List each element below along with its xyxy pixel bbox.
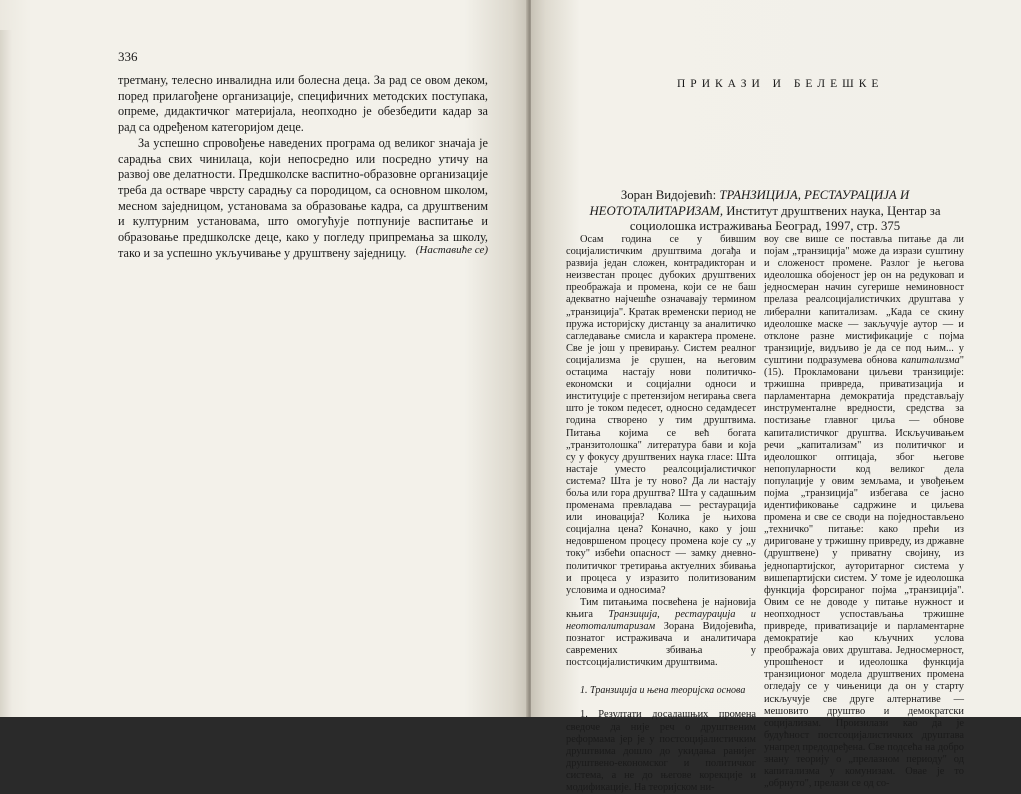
subheading: 1. Транзиција и њена теоријска основа <box>580 685 746 697</box>
paragraph <box>764 234 964 790</box>
page-number: 336 <box>118 49 138 64</box>
paragraph: третману, телесно инвалидна или болесна деца. За рад се овом деком, поред прилагођене организације, специфичних методских поступака, опреме, дидактичког материјала, неопходно је обезбедити кадар за рад са одређеном категоријом деце. <box>118 73 488 135</box>
left-page-text <box>118 73 488 261</box>
to-be-continued-note: (Наставиће се) <box>415 244 488 256</box>
text-run: Тим питањима посвећена је најновија књига <box>566 596 756 620</box>
text-run: воу све више се поставља питање да ли појам „транзиција" може да изрази суштину и сложеност промене. Разлог је његова идеолошка обојеност јер он на редуковап и једносмеран начин сугерише неминовност прелаза реалсоцијалистичких друштава у либерални капитализам. „Када се скину идеолошке маске — закључује аутор — и отклоне разне мистификације с појма транзиције, видљиво је да се под њим... у суштини подразумева обнова <box>764 234 964 366</box>
review-book-title: ТРАНЗИЦИЈА, РЕСТАУРАЦИЈА И НЕОТОТАЛИТАРИЗАМ, <box>589 188 910 218</box>
paragraph <box>566 597 756 670</box>
emphasis: капитализма <box>901 354 960 366</box>
review-title <box>565 188 965 235</box>
review-column-2 <box>764 234 964 790</box>
text-run: Зорана Видојевића, познатог истраживача и аналитичара савремених збивања у постсоцијалистичким друштвима. <box>566 621 756 669</box>
left-page <box>0 0 528 717</box>
section-header: ПРИКАЗИ И БЕЛЕШКЕ <box>677 78 884 90</box>
review-column-1 <box>566 234 756 794</box>
left-page-edge <box>0 30 12 717</box>
text-run: " (15). Прокламовани циљеви транзиције: тржишна привреда, приватизација и парламентарна демократија представљају инструменталне вредности, средства за постизање главног циља — обнове капиталистичког друштва. Искључивањем речи „капитализам" из политичког и идеолошког оптицаја, због његове непопуларности код великог дела популације у овим земљама, и увођењем појма „транзиција" избегава се јасно идентификовање садржине и циљева промена и све се своди на поједностављено „техничко" питање: како прећи из дириговане у тржишну привреду, из државне (друштвене) у приватну својину, из једнопартијског, ауторитарног система у вишепартијски систем. У томе је идеолошка функција форсираног појма „транзиција". Овим се не доводе у питање нужност и неопходност успостављања тржишне привреде, приватизације и парламентарне демократије као кључних услова преображаја ових друштава. Једносмерност, упрошћеност и идеолошка функција транзиционог модела друштвених промена огледају се у чињеници да он у старту искључује све друге алтернативе — мешовито друштво и демократски социјализам. Произилази као да је будућност постсоцијалистичких друштава унапред предодређена. Све подсећа на добро знану теорију о „прелазном периоду" од капитализма у комунизам. Овае је то „обрнуто", прелази се од со- <box>764 354 964 790</box>
review-publisher: Институт друштвених наука, Центар за социолошка истраживања Београд, 1997, стр. 375 <box>629 203 941 233</box>
paragraph: За успешно спровођење наведених програма од великог значаја је сарадња свих чинилаца, који непосредно или посредно утичу на развој ове делатности. Предшколске васпитно-образовне организације треба да остваре чврсту сарадњу са породицом, са основном школом, месном заједницом, установама за образовање кадра, са друштвеним и културним установама, што омогућује потпуније васпитање и образовање предшколске деце, како у погледу припремања за школу, тако и за успешно укључивање у друштвену заједницу. <box>118 135 488 260</box>
book-title-inline: Транзиција, рестаурација и неототалитаризам <box>566 608 756 632</box>
paragraph: Осам година се у бившим социјалистичким друштвима догађа и развија један сложен, контрадикторан и неизвестан процес дубоких друштвених преображаја и промена, који се не баш адекватно најчешће означавају термином „транзиција". Кратак временски период не пружа историјску дистанцу за аналитичко сагледавање смисла и карактера промене. Све је још у превирању. Систем реалног социјализма је срушен, на његовим остацима настају нови политичко-економски и социјални односи и институције с претензијом негирања свега што је током педесет, односно седамдесет година створено у тим друштвима. Питања којима се већ богата „транзитолошка" литература бави и која су у фокусу друштвених наука гласе: Шта настаје уместо реалсоцијалистичког система? Шта је ту ново? Да ли настају боља или гора друштва? Шта у садашњим променама превладава — рестаурација или иновација? Колика је њихова социјална цена? Коначно, како у још недовршеном процесу промена које су „у току" избећи опасност — замку дневно-политичког третирања актуелних збивања и процеса у изразито политизованим условима и односима? <box>566 234 756 596</box>
review-author: Зоран Видојевић: <box>620 188 717 202</box>
paragraph: 1. Резултати досадашњих промена сведоче да није реч о друштвеним реформама јер је у постсоцијалистичким друштвима дошло до укидања ранијег друштвено-економског и политичког система, а не до његове корекције и модификације. На теоријском ни- <box>566 709 756 794</box>
